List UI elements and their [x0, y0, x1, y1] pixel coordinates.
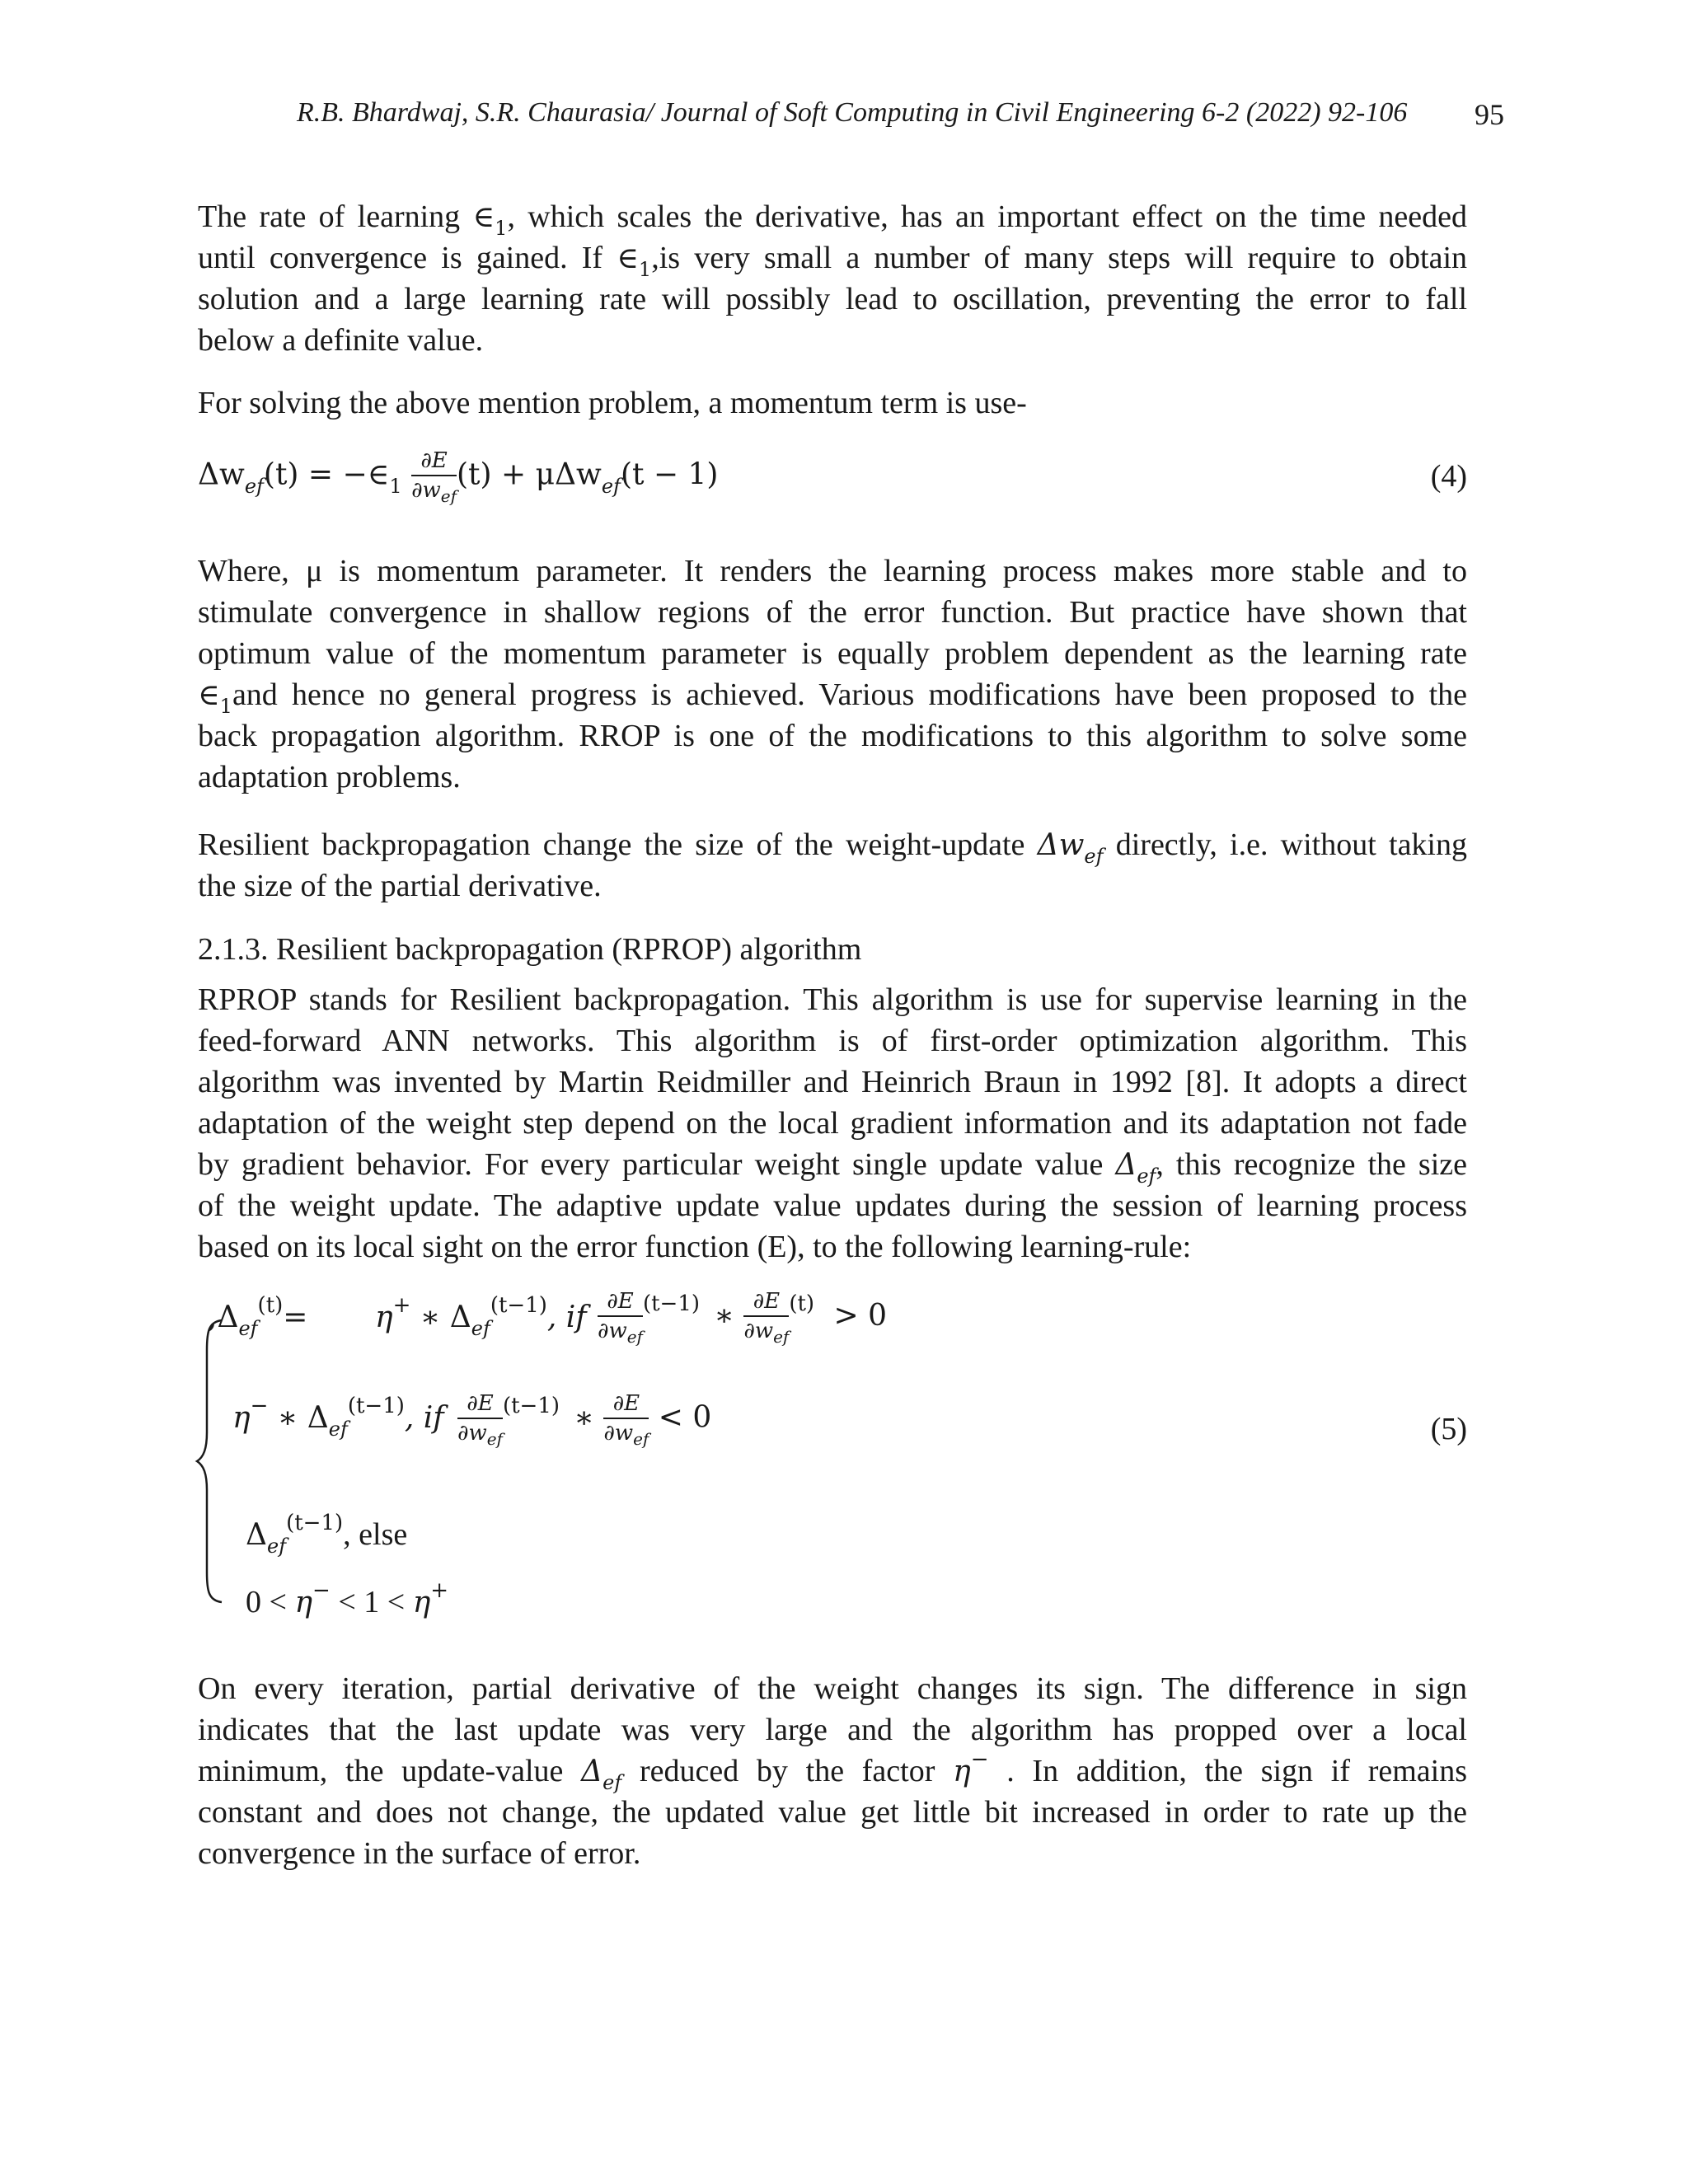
text-line: convergence in the surface of error.	[198, 1836, 641, 1871]
paragraph-rprop	[198, 979, 1467, 1268]
text-line: indicates that the last update was very large and the algorithm has propped over a local	[198, 1713, 1467, 1747]
text-line: based on its local sight on the error function (E), to the following learning-rule:	[198, 1230, 1192, 1264]
text-line: Resilient backpropagation change the size of the weight-update $\Delta w_{ef}$ directly, i.e. without taking	[198, 827, 1467, 868]
text-line: below a definite value.	[198, 323, 484, 358]
equation-5-row-1-rhs: η+ ∗ $\Delta_{ef}^{(t-1)}$, if	[375, 1293, 587, 1340]
text-line: by gradient behavior. For every particular weight single update value $\Delta_{ef}$, this recognize the size	[198, 1147, 1467, 1188]
fraction: $\frac{\partial E}{\partial w_{ef}}$	[743, 1289, 790, 1347]
paragraph-momentum-intro	[198, 382, 1467, 424]
equation-4: $\Delta w_{ef}(t)$ = $-\in_1$ $\frac{\partial E}{\partial w_{ef}}$ (t) + μΔw$_{ef}$(t − 1)	[198, 445, 718, 509]
text-line: solution and a large learning rate will possibly lead to oscillation, preventing the error to fall	[198, 282, 1467, 316]
text-line: The rate of learning $\in_1$, which scales the derivative, has an important effect on the time needed	[198, 199, 1467, 240]
text-line: Where, μ is momentum parameter. It renders the learning process makes more stable and to	[198, 554, 1467, 588]
equation-5-row-1-conditions: $\frac{\partial E}{\partial w_{ef}}$ $^{(t-1)}$ ∗ $\frac{\partial E}{\partial w_{ef}}$ $^{(t)}$ > 0	[598, 1286, 887, 1349]
section-heading: 2.1.3. Resilient backpropagation (RPROP) algorithm	[198, 932, 862, 967]
equation-5-row-3: $\Delta_{ef}^{(t-1)}$, else	[246, 1511, 408, 1558]
text-line: algorithm was invented by Martin Reidmiller and Heinrich Braun in 1992 [8]. It adopts a direct	[198, 1065, 1467, 1099]
text-line: the size of the partial derivative.	[198, 869, 602, 903]
text-line: constant and does not change, the updated value get little bit increased in order to rate up the	[198, 1795, 1467, 1830]
text-line: For solving the above mention problem, a momentum term is use-	[198, 386, 1027, 420]
equation-5-row-2-conditions: $\frac{\partial E}{\partial w_{ef}}$ $^{(t-1)}$ ∗ $\frac{\partial E}{\partial w_{ef}}$ < 0	[457, 1388, 711, 1451]
text-line: until convergence is gained. If $\in_1,is$ very small a number of many steps will require to obtain	[198, 241, 1468, 281]
equation-number-4: (4)	[1430, 459, 1467, 494]
left-brace-icon	[194, 1317, 227, 1605]
equation-5-row-2: η− ∗ $\Delta_{ef}^{(t-1)}$, if	[232, 1394, 444, 1441]
equation-5-row-1: $,\Delta_{ef}^{(t)}=$	[208, 1293, 308, 1340]
fraction: $\frac{\partial E}{\partial w_{ef}}$	[603, 1391, 649, 1450]
paragraph-learning-rate	[198, 196, 1467, 361]
equation-number-5: (5)	[1430, 1412, 1467, 1446]
text-line: minimum, the update-value $\Delta_{ef}$ reduced by the factor η− . In addition, the sign if remains	[198, 1747, 1468, 1794]
text-line: back propagation algorithm. RROP is one of the modifications to this algorithm to solve some	[198, 719, 1467, 753]
text-line: stimulate convergence in shallow regions of the error function. But practice have shown that	[198, 595, 1467, 630]
paragraph-iteration	[198, 1668, 1467, 1874]
text-line: feed-forward ANN networks. This algorithm is of first-order optimization algorithm. This	[198, 1024, 1467, 1058]
page-header	[198, 97, 1504, 138]
text-line: optimum value of the momentum parameter is equally problem dependent as the learning rate	[198, 636, 1467, 671]
fraction: $\frac{\partial E}{\partial w_{ef}}$	[457, 1391, 503, 1450]
paragraph-resilient	[198, 824, 1467, 907]
text-line: On every iteration, partial derivative of the weight changes its sign. The difference in sign	[198, 1671, 1467, 1706]
text-line: adaptation of the weight step depend on the local gradient information and its adaptation not fade	[198, 1106, 1467, 1141]
text-line: adaptation problems.	[198, 760, 461, 794]
text-line: RPROP stands for Resilient backpropagation. This algorithm is use for supervise learning in the	[198, 982, 1467, 1017]
text-line: $\in_1and$ hence no general progress is achieved. Various modifications have been proposed to the	[198, 677, 1467, 718]
paragraph-momentum-param	[198, 551, 1467, 798]
fraction: $\frac{\partial E}{\partial w_{ef}}$	[598, 1289, 643, 1347]
equation-5-row-4: 0 < η− < 1 < η+	[246, 1578, 449, 1619]
page-number: 95	[1475, 98, 1504, 131]
text-line: of the weight update. The adaptive update value updates during the session of learning process	[198, 1188, 1467, 1223]
fraction: $\frac{\partial E}{\partial w_{ef}}$	[411, 448, 457, 507]
running-head: R.B. Bhardwaj, S.R. Chaurasia/ Journal of Soft Computing in Civil Engineering 6-2 (2022) 92-106	[297, 97, 1408, 128]
